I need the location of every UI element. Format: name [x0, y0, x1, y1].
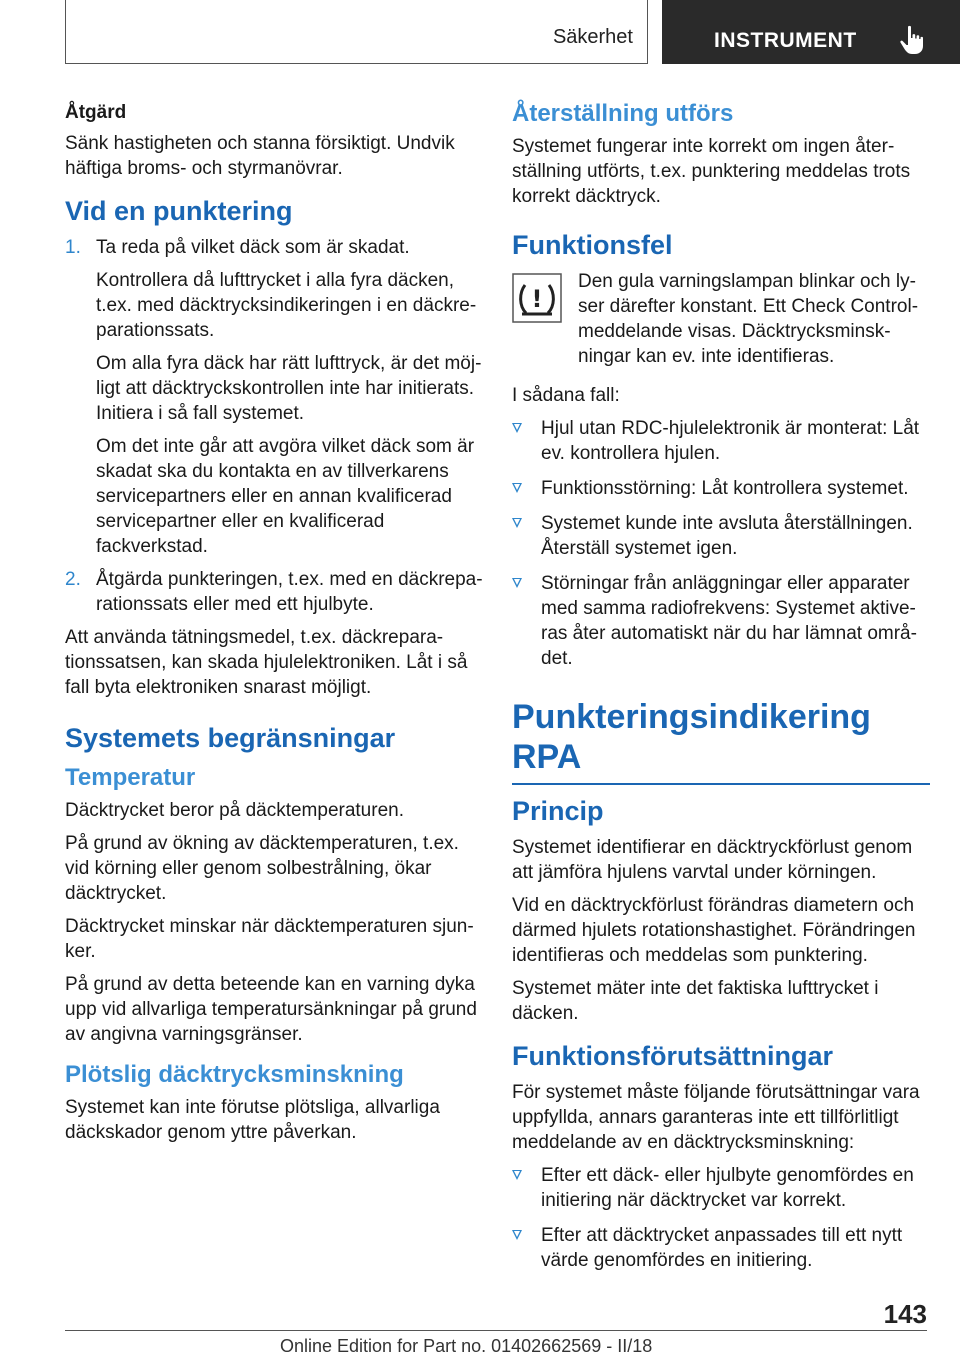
punktering-steps: [65, 235, 483, 617]
forutsattningar-heading: Funktionsförutsättningar: [512, 1041, 833, 1071]
hand-pointer-icon: [899, 25, 925, 55]
atgard-text: Sänk hastigheten och stanna försiktigt. Undvik häftiga broms- och styrmanövrar.: [65, 133, 455, 179]
step-text: Ta reda på vilket däck som är skadat.: [96, 237, 410, 258]
step-text: Kontrollera då lufttrycket i alla fyra däcken, t.ex. med däcktrycksindikeringen i en däckreparationssats.: [96, 270, 477, 341]
funktionsfel-heading: Funktionsfel: [512, 230, 673, 260]
list-item: Efter ett däck- eller hjulbyte genomfördes en initiering när däcktrycket var korrekt.: [512, 1163, 930, 1213]
list-item: Störningar från anläggningar eller apparater med samma radiofrekvens: Systemet aktiveras åter automatiskt när du har lämnat området.: [512, 571, 930, 671]
triangle-bullet-icon: [512, 1170, 522, 1180]
section-title: Säkerhet: [552, 26, 633, 48]
chapter-tab-label: INSTRUMENT: [714, 29, 857, 52]
svg-text:!: !: [531, 285, 543, 313]
page-number: 143: [883, 1299, 927, 1329]
chapter-tab: [662, 0, 960, 64]
section-header-box: [65, 0, 648, 64]
princip-text: Vid en däcktryckförlust förändras diametern och därmed hjulets rotationshastighet. Förändringen identifieras och meddelas som punktering.: [512, 895, 916, 966]
tire-pressure-warning-icon: [512, 273, 562, 323]
plotslig-heading: Plötslig däcktrycksminskning: [65, 1061, 404, 1088]
atgard-heading: Åtgärd: [65, 102, 127, 123]
step-item: [65, 235, 483, 559]
princip-text: Systemet identifierar en däcktryckförlust genom att jämföra hjulens varvtal under körningen.: [512, 837, 913, 883]
fall-list: [512, 416, 930, 671]
warning-row: [512, 269, 930, 369]
aterstallning-heading: Återställning utförs: [512, 100, 734, 127]
footer-divider: [65, 1330, 927, 1331]
step-text: Om det inte går att avgöra vilket däck som är skadat ska du kontakta en av tillverkarens servicepartners eller en annan kvalificerad servicepartner eller en kvalificerad fackverkstad.: [96, 436, 475, 557]
punktering-heading: Vid en punktering: [65, 196, 293, 226]
begransningar-heading: Systemets begränsningar: [65, 723, 396, 753]
triangle-bullet-icon: [512, 1230, 522, 1240]
temperatur-text: På grund av detta beteende kan en varning dyka upp vid allvarliga temperatursänkningar på grund av angivna varningsgränser.: [65, 974, 477, 1045]
step-number: 1.: [65, 237, 81, 258]
triangle-bullet-icon: [512, 578, 522, 588]
temperatur-heading: Temperatur: [65, 764, 196, 791]
temperatur-text: Däcktrycket minskar när däcktemperaturen sjunker.: [65, 916, 474, 962]
list-item: Hjul utan RDC-hjulelektronik är monterat: Låt ev. kontrollera hjulen.: [512, 416, 930, 466]
list-item: Funktionsstörning: Låt kontrollera systemet.: [512, 476, 930, 501]
temperatur-text: Däcktrycket beror på däcktemperaturen.: [65, 800, 404, 821]
left-column: [65, 100, 483, 1153]
forutsattningar-list: [512, 1163, 930, 1273]
forutsattningar-text: För systemet måste följande förutsättningar vara uppfyllda, annars garanteras inte ett tillförlitligt meddelande av en däcktrycksminskning:: [512, 1082, 920, 1153]
warning-text: Den gula varningslampan blinkar och lyser därefter konstant. Ett Check Control-meddelande visas. Däcktrycksminskningar kan ev. inte identifieras.: [578, 271, 919, 367]
temperatur-text: På grund av ökning av däcktemperaturen, t.ex. vid körning eller genom solbestrålning, ökar däcktrycket.: [65, 833, 459, 904]
step-text: Om alla fyra däck har rätt lufttryck, är det möjligt att däcktryckskontrollen inte har initierats. Initiera i så fall systemet.: [96, 353, 482, 424]
list-item: Efter att däcktrycket anpassades till ett nytt värde genomfördes en initiering.: [512, 1223, 930, 1273]
step-number: 2.: [65, 569, 81, 590]
aterstallning-text: Systemet fungerar inte korrekt om ingen återställning utförts, t.ex. punktering meddelas trots korrekt däcktryck.: [512, 136, 911, 207]
rpa-heading: Punkteringsindikering RPA: [512, 697, 930, 785]
princip-text: Systemet mäter inte det faktiska lufttrycket i däcken.: [512, 978, 879, 1024]
tatning-text: Att använda tätningsmedel, t.ex. däckreparationssatsen, kan skada hjulelektroniken. Låt i så fall byta elektroniken snarast möjligt.: [65, 627, 468, 698]
princip-heading: Princip: [512, 796, 604, 826]
step-text: Åtgärda punkteringen, t.ex. med en däckreparationssats eller med ett hjulbyte.: [96, 569, 483, 615]
triangle-bullet-icon: [512, 483, 522, 493]
list-item: Systemet kunde inte avsluta återställningen. Återställ systemet igen.: [512, 511, 930, 561]
page-header: [0, 0, 960, 66]
triangle-bullet-icon: [512, 518, 522, 528]
sadana-fall-text: I sådana fall:: [512, 385, 620, 406]
triangle-bullet-icon: [512, 423, 522, 433]
footer-edition: Online Edition for Part no. 01402662569 - II/18: [280, 1336, 653, 1356]
step-item: [65, 567, 483, 617]
plotslig-text: Systemet kan inte förutse plötsliga, allvarliga däckskador genom yttre påverkan.: [65, 1097, 440, 1143]
right-column: [512, 100, 930, 1283]
